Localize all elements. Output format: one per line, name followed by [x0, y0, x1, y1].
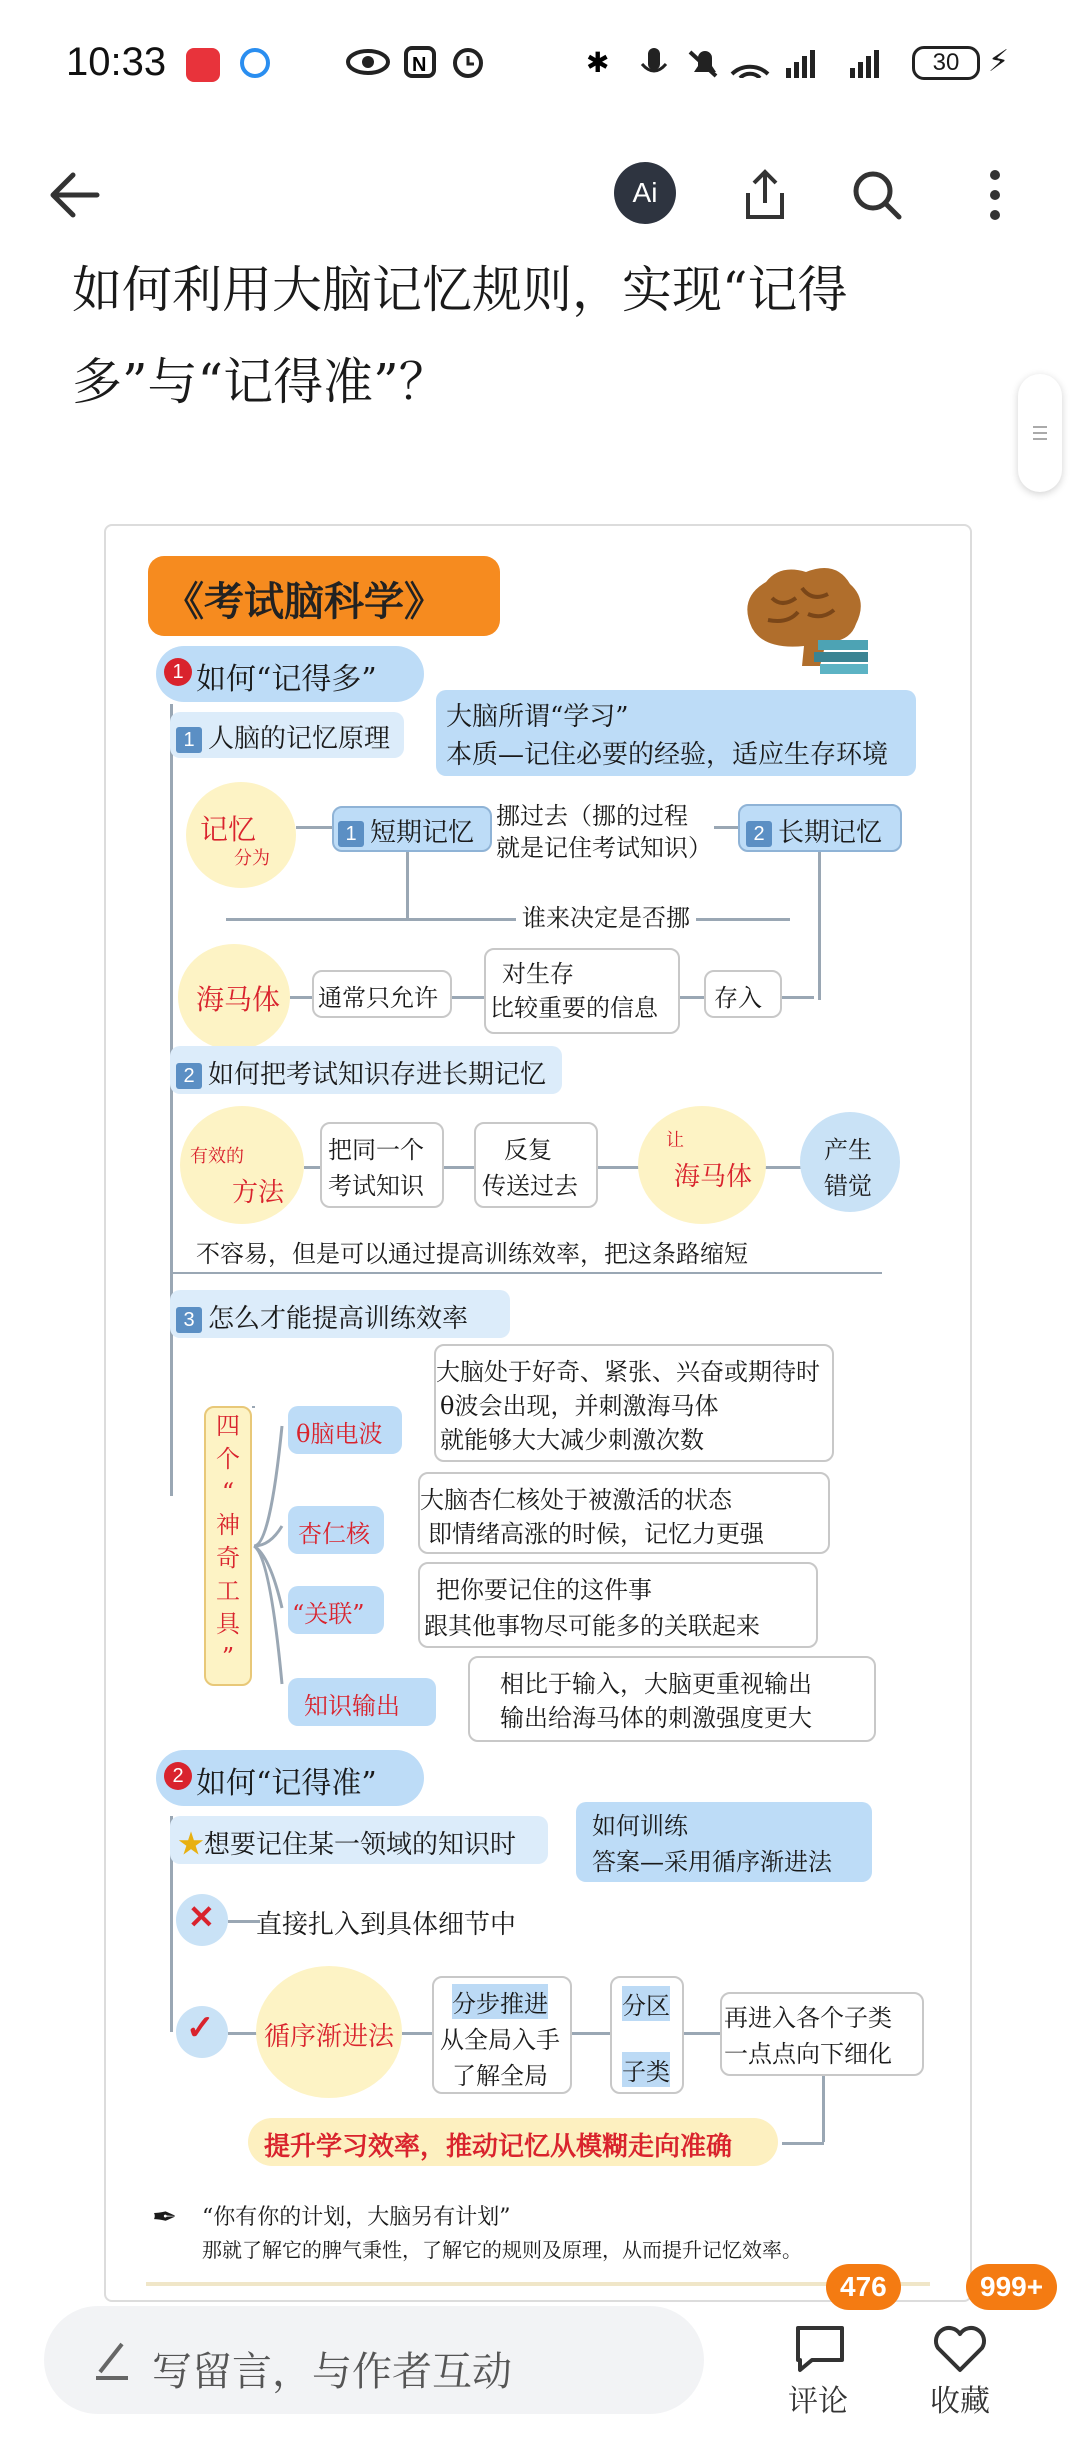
quote-1: “你有你的计划，大脑另有计划”: [202, 2205, 511, 2230]
svg-text:N: N: [412, 54, 427, 76]
tool1-desc-1: 大脑处于好奇、紧张、兴奋或期待时: [436, 1358, 820, 1386]
comment-icon: [790, 2320, 850, 2376]
same-1: 把同一个: [328, 1136, 424, 1164]
quote-2: 那就了解它的脾气秉性，了解它的规则及原理，从而提升记忆效率。: [202, 2238, 802, 2262]
tool4-label: 知识输出: [304, 1692, 400, 1720]
tool1-desc-2: θ波会出现，并刺激海马体: [440, 1392, 719, 1420]
wrong-way-text: 直接扎入到具体细节中: [256, 1910, 517, 1940]
not-easy-text: 不容易，但是可以通过提高训练效率，把这条路缩短: [196, 1240, 748, 1268]
long-term-label: 2 长期记忆: [746, 812, 882, 849]
infographic-image: [104, 524, 972, 2302]
back-button[interactable]: [38, 160, 108, 230]
same-2: 考试知识: [328, 1172, 424, 1200]
who-decides-label: 谁来决定是否挪: [516, 898, 696, 933]
s1a-label: 1 人脑的记忆原理: [176, 718, 390, 755]
step-2: 从全局入手: [440, 2026, 560, 2054]
share-icon: [740, 167, 790, 223]
article-title: 如何利用大脑记忆规则，实现“记得多”与“记得准”？: [72, 261, 848, 411]
step-3: 了解全局: [452, 2062, 548, 2090]
scroll-handle[interactable]: [1018, 374, 1062, 492]
search-button[interactable]: [842, 160, 912, 230]
illusion-1: 产生: [824, 1136, 872, 1164]
tool3-label: “关联”: [292, 1600, 365, 1628]
favorite-label: 收藏: [930, 2385, 990, 2418]
step-1: 分步推进: [452, 1984, 548, 2019]
status-icons-right: [600, 44, 910, 78]
more-options-button[interactable]: [960, 160, 1030, 230]
charging-icon: ⚡: [988, 44, 1010, 79]
search-icon: [849, 167, 905, 223]
comment-count-badge: 476: [826, 2264, 901, 2310]
section1-number: 1: [164, 658, 192, 686]
status-time: 10:33: [66, 40, 167, 84]
right-way-icon: ✓: [186, 2008, 215, 2048]
illusion-2: 错觉: [824, 1172, 872, 1200]
memory-label: 记忆: [200, 813, 257, 846]
comment-placeholder: 写留言，与作者互动: [152, 2350, 512, 2394]
tool4-desc-1: 相比于输入，大脑更重视输出: [500, 1670, 812, 1698]
tool3-desc-1: 把你要记住的这件事: [436, 1576, 652, 1604]
hippocampus-label: 海马体: [196, 983, 281, 1016]
move-desc-2: 就是记住考试知识）: [496, 834, 712, 862]
training-2: 答案—采用循序渐进法: [592, 1848, 832, 1876]
tool2-desc-2: 即情绪高涨的时候，记忆力更强: [428, 1520, 764, 1548]
tool2-label: 杏仁核: [298, 1520, 370, 1548]
heart-icon: [930, 2322, 990, 2376]
app-notification-icon: [186, 48, 220, 82]
survival-2: 比较重要的信息: [490, 994, 658, 1022]
divide-label: 分为: [234, 848, 270, 869]
tools-bracket: [252, 1396, 292, 1706]
section2-title: 如何“记得准”: [196, 1766, 377, 1801]
let-label: 让: [666, 1130, 684, 1151]
section1-title: 如何“记得多”: [196, 662, 377, 697]
detail-1: 再进入各个子类: [724, 2004, 892, 2032]
zone-1: 分区: [622, 1986, 670, 2021]
repeat-1: 反复: [504, 1136, 552, 1164]
back-arrow-icon: [45, 167, 101, 223]
ai-assistant-button[interactable]: Ai: [614, 162, 676, 224]
s1c-label: 3 怎么才能提高训练效率: [176, 1298, 468, 1335]
brain-icon: [732, 558, 872, 678]
section2-number: 2: [164, 1762, 192, 1790]
share-button[interactable]: [730, 160, 800, 230]
short-term-label: 1 短期记忆: [338, 812, 474, 849]
pen-edit-icon: [92, 2338, 132, 2382]
learning-desc-1: 大脑所谓“学习”: [446, 702, 629, 732]
s2a-label: ★想要记住某一领域的知识时: [178, 1830, 517, 1860]
detail-2: 一点点向下细化: [724, 2040, 892, 2068]
learning-desc-2: 本质—记住必要的经验，适应生存环境: [446, 740, 889, 770]
wrong-way-icon: ✕: [188, 1898, 215, 1936]
favorite-button[interactable]: [926, 2300, 1036, 2420]
pen-icon: ✒: [152, 2200, 178, 2235]
svg-text:✱: ✱: [586, 46, 610, 78]
gradual-label: 循序渐进法: [264, 2022, 395, 2052]
result-text: 提升学习效率，推动记忆从模糊走向准确: [264, 2132, 733, 2162]
move-desc-1: 挪过去（挪的过程: [496, 802, 688, 830]
more-vertical-icon: [985, 167, 1005, 223]
comment-label: 评论: [788, 2385, 848, 2418]
zone-2: 子类: [622, 2052, 670, 2087]
tool3-desc-2: 跟其他事物尽可能多的关联起来: [424, 1612, 760, 1640]
effective-label-1: 有效的: [190, 1146, 244, 1167]
effective-label-2: 方法: [232, 1178, 285, 1208]
battery-indicator: 30: [912, 46, 980, 80]
four-tools-chars: 四 个 “ 神 奇 工 具 ”: [216, 1412, 240, 1671]
tool1-desc-3: 就能够大大减少刺激次数: [440, 1426, 704, 1454]
app-notification-icon-2: [240, 48, 270, 78]
hippocampus-label-2: 海马体: [674, 1162, 753, 1192]
favorite-count-badge: 999+: [966, 2264, 1057, 2310]
tool4-desc-2: 输出给海马体的刺激强度更大: [500, 1704, 812, 1732]
comment-button[interactable]: [780, 2300, 880, 2420]
s1b-label: 2 如何把考试知识存进长期记忆: [176, 1054, 546, 1091]
repeat-2: 传送过去: [482, 1172, 578, 1200]
infographic-title: 《考试脑科学》: [164, 578, 444, 625]
training-1: 如何训练: [592, 1812, 688, 1840]
tool2-desc-1: 大脑杏仁核处于被激活的状态: [420, 1486, 732, 1514]
survival-1: 对生存: [502, 960, 574, 988]
only-allow-label: 通常只允许: [318, 984, 438, 1012]
store-label: 存入: [714, 984, 762, 1012]
tool1-label: θ脑电波: [296, 1420, 383, 1448]
